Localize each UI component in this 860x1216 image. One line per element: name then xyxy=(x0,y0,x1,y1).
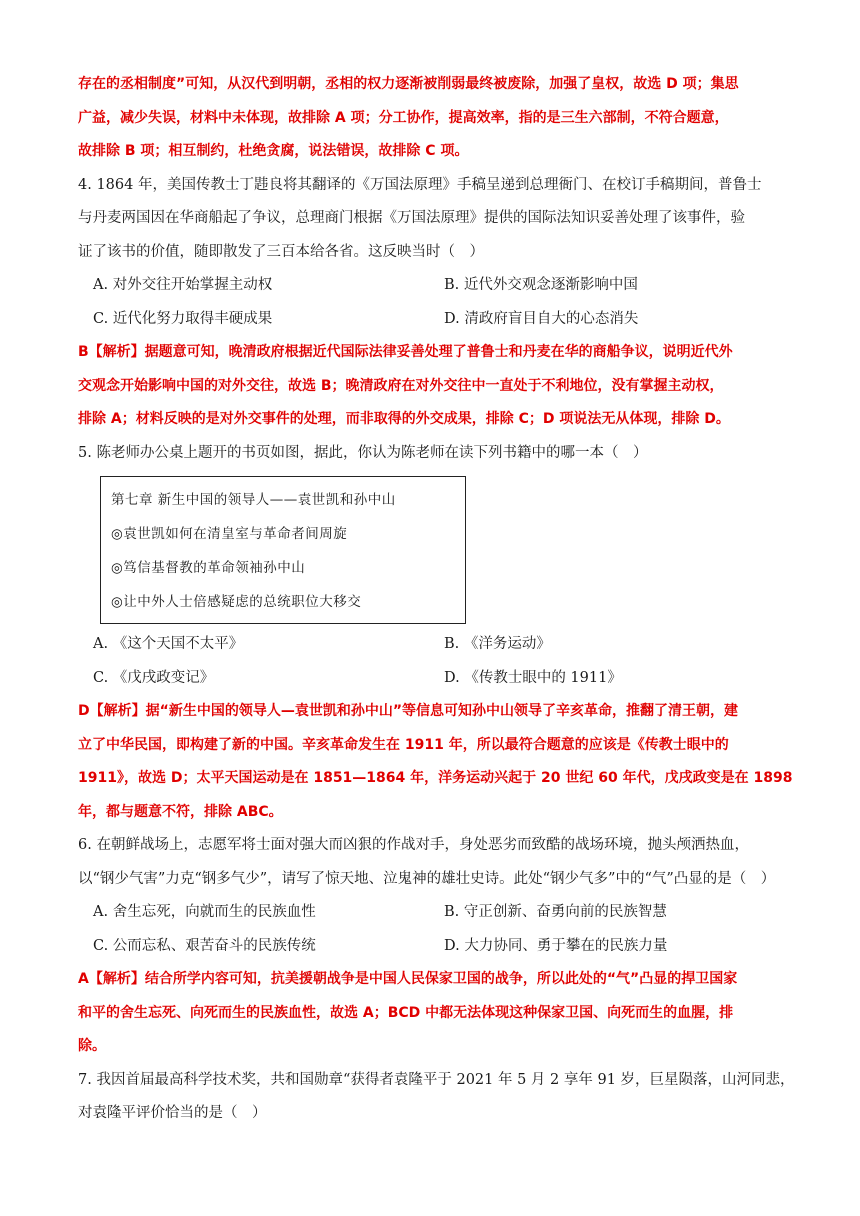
book-section: ◎袁世凯如何在清皇室与革命者间周旋 xyxy=(111,526,348,542)
option-b: B. 近代外交观念逐渐影响中国 xyxy=(444,277,638,293)
question-stem: 6. 在朝鲜战场上，志愿军将士面对强大而凶狠的作战对手，身处恶劣而致酷的战场环境，抛头颅洒热血， xyxy=(78,837,749,853)
analysis-line: A【解析】结合所学内容可知，抗美援朝战争是中国人民保家卫国的战争，所以此处的“气”凸显的捍卫国家 xyxy=(78,971,738,987)
question-stem: 7. 我因首届最高科学技术奖，共和国勋章“获得者袁隆平于 2021 年 5 月 2 享年 91 岁，巨星陨落，山河同悲， xyxy=(78,1071,795,1088)
question-stem: 5. 陈老师办公桌上题开的书页如图，据此，你认为陈老师在读下列书籍中的哪一本（ ） xyxy=(78,444,648,461)
analysis-line: 年，都与题意不符，排除 ABC。 xyxy=(78,803,283,820)
option-c: C. 公而忘私、艰苦奋斗的民族传统 xyxy=(93,937,316,954)
analysis-line: 和平的舍生忘死、向死而生的民族血性，故选 A；BCD 中都无法体现这种保家卫国、向死而生的血腥，排 xyxy=(78,1004,734,1021)
options-row xyxy=(78,628,790,662)
option-a: A. 对外交往开始掌握主动权 xyxy=(93,277,273,293)
q3-analysis xyxy=(78,68,790,169)
question-stem: 对袁隆平评价恰当的是（ ） xyxy=(78,1105,267,1121)
analysis-line: 存在的丞相制度”可知，从汉代到明朝，丞相的权力逐渐被削弱最终被废除，加强了皇权，故选 D 项；集思 xyxy=(78,76,739,92)
book-chapter-title: 第七章 新生中国的领导人——袁世凯和孙中山 xyxy=(111,492,396,508)
book-section: ◎让中外人士倍感疑虑的总统职位大移交 xyxy=(111,594,362,610)
option-c: C. 《戊戌政变记》 xyxy=(93,669,215,686)
question-stem: 与丹麦两国因在华商船起了争议，总理商门根据《万国法原理》提供的国际法知识妥善处理了该事件，验 xyxy=(78,210,745,226)
option-b: B. 守正创新、奋勇向前的民族智慧 xyxy=(444,904,667,920)
options-row xyxy=(78,896,790,930)
option-a: A. 舍生忘死，向就而生的民族血性 xyxy=(93,904,316,920)
analysis-line: B【解析】据题意可知，晚清政府根据近代国际法律妥善处理了普鲁士和丹麦在华的商船争议，说明近代外 xyxy=(78,344,733,360)
analysis-line: 立了中华民国，即构建了新的中国。辛亥革命发生在 1911 年，所以最符合题意的应该是《传教士眼中的 xyxy=(78,736,729,753)
document-page xyxy=(78,68,795,1131)
option-a: A. 《这个天国不太平》 xyxy=(93,636,244,652)
analysis-line: 排除 A；材料反映的是对外交事件的处理，而非取得的外交成果，排除 C；D 项说法无从体现，排除 D。 xyxy=(78,411,730,427)
options-row xyxy=(78,303,790,337)
analysis-line: 除。 xyxy=(78,1038,106,1054)
options-row xyxy=(78,662,790,696)
option-d: D. 《传教士眼中的 1911》 xyxy=(444,669,622,686)
option-c: C. 近代化努力取得丰硬成果 xyxy=(93,310,273,327)
question-5 xyxy=(78,437,793,830)
question-stem: 以“钢少气害”力克“钢多气少”，请写了惊天地、泣鬼神的雄壮史诗。此处“钢少气多”中的“气”凸显的是（ ） xyxy=(78,870,776,887)
analysis-line: 1911》，故选 D；太平天国运动是在 1851—1864 年，洋务运动兴起于 20 世纪 60 年代，戊戌政变是在 1898 xyxy=(78,770,793,786)
option-d: D. 大力协同、勇于攀在的民族力量 xyxy=(444,937,668,954)
analysis-line: 交观念开始影响中国的对外交往，故选 B；晚清政府在对外交往中一直处于不利地位，没有掌握主动权， xyxy=(78,377,724,394)
option-d: D. 清政府盲目自大的心态消失 xyxy=(444,310,639,327)
book-section: ◎笃信基督教的革命领袖孙中山 xyxy=(111,560,306,576)
question-4 xyxy=(78,169,790,437)
analysis-line: 故排除 B 项；相互制约，杜绝贪腐，说法错误，故排除 C 项。 xyxy=(78,143,469,159)
options-row xyxy=(78,930,790,964)
book-page-box xyxy=(100,476,466,624)
options-row xyxy=(78,269,790,303)
option-b: B. 《洋务运动》 xyxy=(444,636,551,652)
question-7 xyxy=(78,1064,795,1131)
question-stem: 4. 1864 年，美国传教士丁韪良将其翻译的《万国法原理》手稿呈递到总理衙门、在校订手稿期间，普鲁士 xyxy=(78,176,762,193)
question-6 xyxy=(78,829,790,1064)
analysis-line: D【解析】据“新生中国的领导人—袁世凯和孙中山”等信息可知孙中山领导了辛亥革命，推翻了清王朝，建 xyxy=(78,703,739,719)
analysis-line: 广益，减少失误，材料中未体现，故排除 A 项；分工协作，提高效率，指的是三生六部制，不符合题意， xyxy=(78,109,729,126)
question-stem: 证了该书的价值，随即散发了三百本给各省。这反映当时（ ） xyxy=(78,243,484,260)
